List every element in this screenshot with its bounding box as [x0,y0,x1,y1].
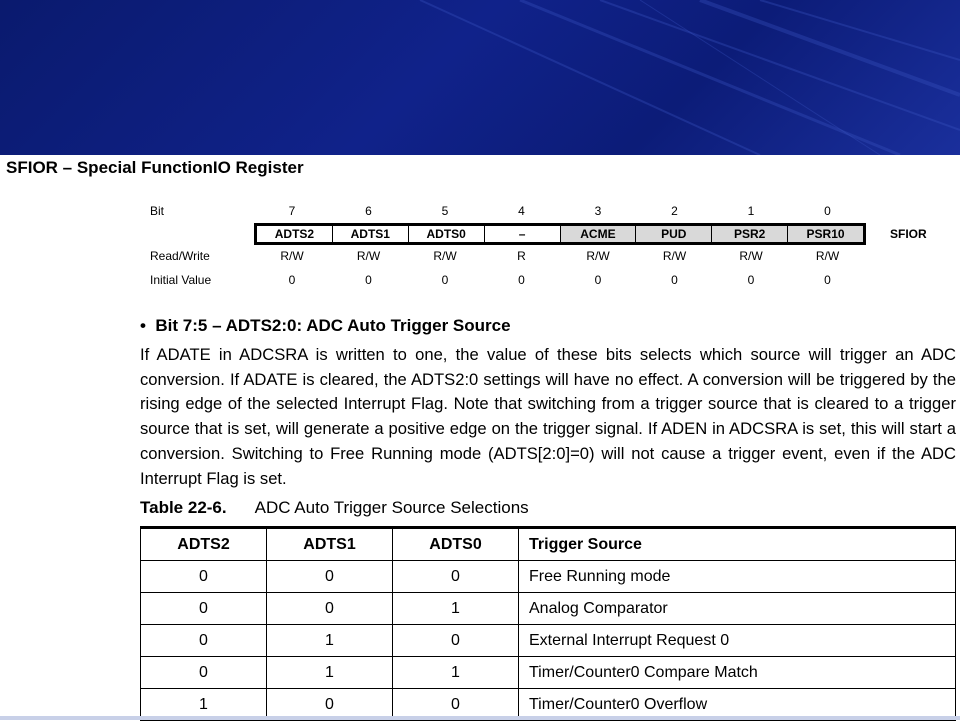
table-row [141,561,956,593]
table-cell: 1 [141,689,267,721]
bit-number: 1 [747,204,755,218]
header-banner [0,0,960,155]
bullet-icon: • [140,316,156,335]
table-cell: 0 [393,625,519,657]
table-cell: Timer/Counter0 Overflow [519,689,956,721]
table-header: ADTS2 [141,528,267,561]
bit-label: Bit [150,204,165,218]
bit-number: 0 [824,204,831,218]
register-field: PUD [636,226,712,242]
read-write-value: R/W [662,249,687,263]
read-write-value: R/W [280,249,304,263]
bit-number: 7 [288,204,296,218]
bit-number: 2 [671,204,678,218]
table-cell: 0 [393,561,519,593]
table-cell: 1 [393,657,519,689]
table-number: Table 22-6. [140,498,227,517]
table-cell: 0 [393,689,519,721]
bit-number: 5 [441,204,449,218]
bit-number: 3 [594,204,602,218]
initial-value: 0 [288,273,296,287]
bit-number: 6 [365,204,372,218]
paragraph-text: If ADATE in ADCSRA is written to one, the value of these bits selects which source will trigger an ADC conversion. If ADATE is cleared, the ADTS2:0 settings will have no effect. A conversion will be triggered by the rising edge of the selected Interrupt Flag. Note that switching from a trigger source that is cleared to a trigger source that is set, will generate a positive edge on the trigger signal. If ADEN in ADCSRA is set, this will start a conversion. Switching to Free Running mode (ADTS[2:0]=0) will not cause a trigger event, even if the ADC Interrupt Flag is set. [140,345,956,488]
register-field: PSR2 [712,226,788,242]
initial-value-label: Initial Value [150,273,212,287]
bottom-strip [0,716,960,720]
table-header: ADTS0 [393,528,519,561]
register-title: SFIOR – Special FunctionIO Register [6,158,304,177]
register-field: PSR10 [788,226,863,242]
table-cell: Timer/Counter0 Compare Match [519,657,956,689]
initial-value: 0 [594,273,602,287]
section-heading [140,316,511,336]
table-cell: 0 [267,689,393,721]
description-paragraph [140,343,956,491]
table-cell: Analog Comparator [519,593,956,625]
register-fields [254,223,866,245]
trigger-source-table [140,526,956,721]
table-cell: 0 [141,561,267,593]
table-cell: 0 [141,593,267,625]
initial-value: 0 [824,273,831,287]
initial-value: 0 [365,273,372,287]
read-write-value: R/W [356,249,381,263]
initial-value: 0 [747,273,755,287]
read-write-value: R/W [815,249,840,263]
table-cell: 0 [141,657,267,689]
table-cell: 0 [267,593,393,625]
table-cell: 1 [393,593,519,625]
read-write-value: R/W [433,249,457,263]
table-cell: External Interrupt Request 0 [519,625,956,657]
read-write-label: Read/Write [150,249,210,263]
register-field: ADTS2 [257,226,333,242]
table-header-row [141,528,956,561]
table-caption-text: ADC Auto Trigger Source Selections [254,498,529,517]
register-name: SFIOR [890,227,927,241]
bit-number: 4 [518,204,525,218]
read-write-value: R/W [739,249,763,263]
table-cell: 0 [267,561,393,593]
table-cell: 1 [267,625,393,657]
table-header: ADTS1 [267,528,393,561]
initial-value: 0 [441,273,449,287]
table-row [141,593,956,625]
table-cell: 1 [267,657,393,689]
read-write-value: R/W [586,249,610,263]
table-cell: 0 [141,625,267,657]
table-cell: Free Running mode [519,561,956,593]
read-write-value: R [517,249,526,263]
register-field: ACME [561,226,637,242]
table-caption [140,498,529,518]
initial-value: 0 [671,273,678,287]
register-field: ADTS1 [333,226,409,242]
table-row [141,625,956,657]
register-field: ADTS0 [409,226,485,242]
section-heading-text: Bit 7:5 – ADTS2:0: ADC Auto Trigger Source [155,316,511,335]
banner-streaks [0,0,960,155]
table-row [141,657,956,689]
register-field: – [485,226,561,242]
table-header: Trigger Source [519,528,956,561]
initial-value: 0 [518,273,525,287]
